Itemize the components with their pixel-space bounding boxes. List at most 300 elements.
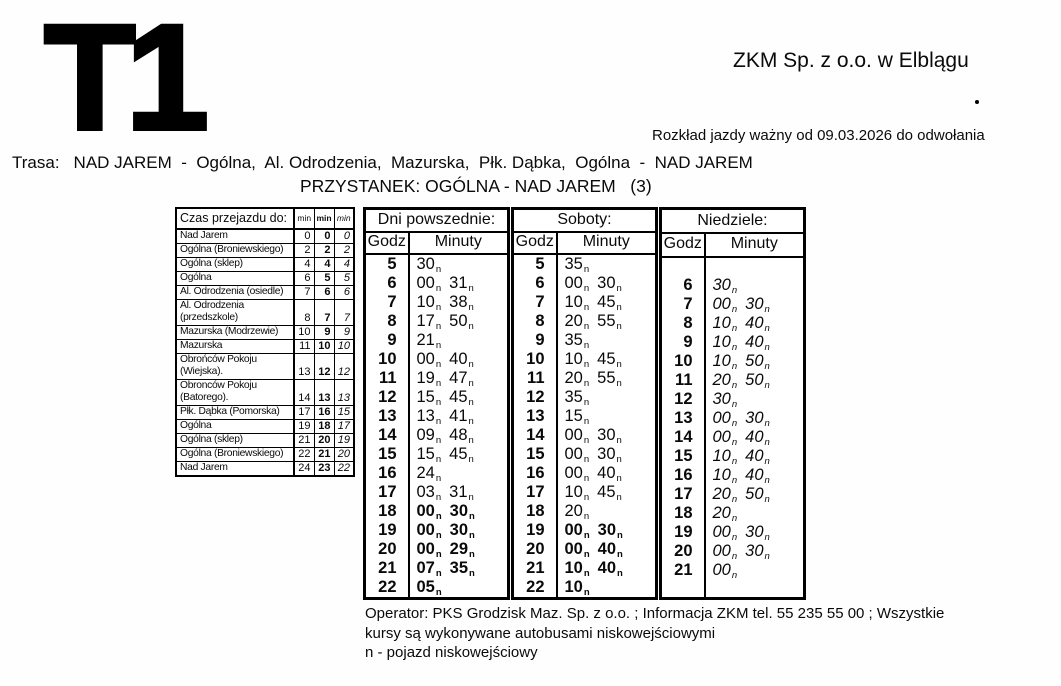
low-floor-marker: n xyxy=(468,283,474,293)
minute-value: 00n xyxy=(712,541,738,561)
departure-row xyxy=(661,523,805,542)
minute-value: 07n xyxy=(416,559,442,578)
departure-row xyxy=(513,407,657,426)
minutes-cell xyxy=(409,426,509,445)
low-floor-marker: n xyxy=(583,435,590,445)
low-floor-marker: n xyxy=(435,378,442,388)
departure-row xyxy=(365,293,509,312)
minute-value: 35n xyxy=(564,388,590,407)
timetable-panel xyxy=(659,207,806,600)
low-floor-marker: n xyxy=(435,321,442,331)
departure-row xyxy=(365,388,509,407)
minutes-cell xyxy=(409,483,509,502)
minutes-cell xyxy=(557,559,657,578)
stop-name-cell: Ogólna (Broniewskiego) xyxy=(176,243,294,257)
min-column-header: min xyxy=(294,208,314,229)
hour-cell: 9 xyxy=(365,331,409,350)
minute-value: 30n xyxy=(712,389,738,409)
minutes-cell xyxy=(409,369,509,388)
low-floor-marker: n xyxy=(731,379,738,390)
panel-title-row xyxy=(513,209,657,233)
departure-row xyxy=(513,274,657,293)
stop-name-line: PRZYSTANEK: OGÓLNA - NAD JAREM (3) xyxy=(300,176,652,196)
hour-cell: 20 xyxy=(661,542,705,561)
low-floor-marker: n xyxy=(616,359,622,369)
low-floor-marker: n xyxy=(469,568,475,578)
minute-value: 00n xyxy=(712,560,738,580)
low-floor-marker: n xyxy=(616,283,622,293)
departure-row xyxy=(513,445,657,464)
low-floor-marker: n xyxy=(583,511,590,521)
hour-cell: 18 xyxy=(513,502,557,521)
hour-cell: 17 xyxy=(661,485,705,504)
departure-row xyxy=(661,409,805,428)
minutes-cell xyxy=(409,331,509,350)
minutes-cell xyxy=(705,257,805,276)
travel-row xyxy=(176,419,354,433)
minute-value: 50n xyxy=(745,351,770,371)
departure-row xyxy=(661,276,805,295)
route-text: NAD JAREM - Ogólna, Al. Odrodzenia, Mazurska, Płk. Dąbka, Ogólna - NAD JAREM xyxy=(73,153,753,172)
departure-row xyxy=(513,521,657,540)
minute-value: 10n xyxy=(712,332,738,352)
route-label: Trasa: xyxy=(12,153,60,172)
departure-row xyxy=(661,333,805,352)
hour-cell: 10 xyxy=(365,350,409,369)
minutes-cell xyxy=(409,274,509,293)
travel-minutes-cell: 13 xyxy=(314,379,334,405)
low-floor-marker: n xyxy=(731,436,738,447)
departure-row xyxy=(365,407,509,426)
footer-notes xyxy=(365,604,1013,663)
travel-minutes-cell: 12 xyxy=(314,353,334,379)
minutes-cell xyxy=(409,388,509,407)
travel-row xyxy=(176,353,354,379)
minutes-cell xyxy=(409,521,509,540)
minutes-cell xyxy=(705,428,805,447)
minutes-cell xyxy=(409,464,509,483)
minutes-cell xyxy=(705,504,805,523)
travel-row xyxy=(176,257,354,271)
departure-row xyxy=(513,502,657,521)
hour-cell: 5 xyxy=(365,254,409,274)
low-floor-marker: n xyxy=(583,530,590,540)
travel-row xyxy=(176,447,354,461)
minutes-cell xyxy=(557,483,657,502)
minute-value: 00n xyxy=(416,274,442,293)
travel-row xyxy=(176,433,354,447)
minute-value: 00n xyxy=(564,274,590,293)
minutes-cell xyxy=(705,409,805,428)
minute-value: 50n xyxy=(449,312,474,331)
minute-value: 30n xyxy=(416,255,442,274)
low-floor-marker: n xyxy=(435,264,442,274)
minute-value: 10n xyxy=(712,465,738,485)
minute-value: 10n xyxy=(564,578,590,598)
travel-minutes-cell: 16 xyxy=(314,405,334,419)
minutes-cell xyxy=(705,561,805,580)
minute-value: 10n xyxy=(564,293,590,312)
minute-value: 50n xyxy=(745,370,770,390)
min-column-header: min xyxy=(314,208,334,229)
panel-column-header-row xyxy=(513,232,657,254)
minute-value: 45n xyxy=(449,388,474,407)
hour-cell: 16 xyxy=(661,466,705,485)
low-floor-marker: n xyxy=(435,340,442,350)
minute-value: 00n xyxy=(564,464,590,483)
low-floor-marker: n xyxy=(731,341,738,352)
hour-cell: 8 xyxy=(513,312,557,331)
stop-name-cell: Nad Jarem xyxy=(176,461,294,476)
hour-cell: 11 xyxy=(365,369,409,388)
hour-cell: 16 xyxy=(365,464,409,483)
minute-value: 29n xyxy=(449,540,475,559)
minute-value: 10n xyxy=(564,559,590,578)
minute-value: 31n xyxy=(449,483,474,502)
minutes-cell xyxy=(557,578,657,599)
travel-row xyxy=(176,405,354,419)
hour-cell: 15 xyxy=(513,445,557,464)
travel-minutes-cell: 2 xyxy=(294,243,314,257)
minute-value: 55n xyxy=(597,369,622,388)
low-floor-marker: n xyxy=(469,530,475,540)
travel-row xyxy=(176,299,354,325)
stop-name-cell: Ogólna (sklep) xyxy=(176,257,294,271)
travel-minutes-cell: 9 xyxy=(334,325,354,339)
stop-name-cell: Płk. Dąbka (Pomorska) xyxy=(176,405,294,419)
minute-value: 30n xyxy=(745,541,770,561)
minute-value: 40n xyxy=(745,427,770,447)
travel-minutes-cell: 12 xyxy=(334,353,354,379)
travel-row xyxy=(176,243,354,257)
minute-value: 20n xyxy=(712,503,738,523)
minute-value: 47n xyxy=(449,369,474,388)
minutes-cell xyxy=(557,502,657,521)
hour-cell: 16 xyxy=(513,464,557,483)
low-floor-marker: n xyxy=(468,397,474,407)
minute-value: 30n xyxy=(745,294,770,314)
stop-name-cell: Al. Odrodzenia (przedszkole) xyxy=(176,299,294,325)
hour-cell: 19 xyxy=(365,521,409,540)
stop-name-cell: Ogólna (Broniewskiego) xyxy=(176,447,294,461)
low-floor-marker: n xyxy=(583,359,590,369)
stop-name-cell: Ogólna xyxy=(176,419,294,433)
travel-row xyxy=(176,229,354,244)
low-floor-marker: n xyxy=(731,569,738,580)
minutes-cell xyxy=(557,369,657,388)
panel-column-header-row xyxy=(661,233,805,256)
low-floor-marker: n xyxy=(616,378,622,388)
low-floor-marker: n xyxy=(764,322,770,333)
minute-value: 55n xyxy=(597,312,622,331)
minute-value: 00n xyxy=(416,502,442,521)
minute-value: 19n xyxy=(416,369,442,388)
departure-row xyxy=(513,331,657,350)
minute-value: 00n xyxy=(564,445,590,464)
timetable-panel xyxy=(511,207,658,600)
minute-value: 30n xyxy=(597,445,622,464)
hour-cell: 15 xyxy=(365,445,409,464)
hour-cell: 22 xyxy=(513,578,557,599)
hour-cell: 6 xyxy=(661,276,705,295)
minute-value: 30n xyxy=(597,521,623,540)
low-floor-marker: n xyxy=(616,473,622,483)
departure-timetable xyxy=(363,207,806,600)
travel-minutes-cell: 0 xyxy=(334,229,354,244)
departure-row xyxy=(365,464,509,483)
minutes-cell xyxy=(705,390,805,409)
travel-minutes-cell: 15 xyxy=(334,405,354,419)
minute-value: 40n xyxy=(745,332,770,352)
minutes-cell xyxy=(409,407,509,426)
departure-row xyxy=(661,314,805,333)
travel-minutes-cell: 10 xyxy=(294,325,314,339)
hour-cell: 11 xyxy=(661,371,705,390)
minutes-cell xyxy=(557,254,657,274)
low-floor-marker: n xyxy=(583,264,590,274)
low-floor-marker: n xyxy=(616,321,622,331)
hour-cell: 9 xyxy=(513,331,557,350)
footnote-legend-line: n - pojazd niskowejściowy xyxy=(365,644,538,661)
minutes-cell xyxy=(557,312,657,331)
minutes-cell xyxy=(557,350,657,369)
travel-minutes-cell: 22 xyxy=(294,447,314,461)
minute-value: 03n xyxy=(416,483,442,502)
low-floor-marker: n xyxy=(435,283,442,293)
departure-row xyxy=(661,466,805,485)
low-floor-marker: n xyxy=(468,359,474,369)
departure-row xyxy=(661,295,805,314)
low-floor-marker: n xyxy=(731,531,738,542)
travel-minutes-cell: 7 xyxy=(314,299,334,325)
minute-value: 30n xyxy=(449,502,475,521)
travel-minutes-cell: 0 xyxy=(314,229,334,244)
departure-row xyxy=(365,350,509,369)
low-floor-info-line: kursy są wykonywane autobusami niskowejściowymi xyxy=(365,624,716,642)
low-floor-marker: n xyxy=(468,454,474,464)
low-floor-marker: n xyxy=(468,321,474,331)
minutes-cell xyxy=(705,352,805,371)
low-floor-marker: n xyxy=(583,302,590,312)
hour-cell: 9 xyxy=(661,333,705,352)
departure-row xyxy=(661,371,805,390)
low-floor-marker: n xyxy=(731,284,738,295)
low-floor-marker: n xyxy=(435,511,442,521)
departure-row xyxy=(513,540,657,559)
low-floor-marker: n xyxy=(617,549,623,559)
route-number: T1 xyxy=(44,0,200,161)
minutes-column-header: Minuty xyxy=(557,232,657,254)
departure-row xyxy=(661,542,805,561)
low-floor-marker: n xyxy=(435,454,442,464)
low-floor-marker: n xyxy=(731,474,738,485)
hour-cell: 22 xyxy=(365,578,409,599)
minutes-cell xyxy=(705,314,805,333)
minute-value: 15n xyxy=(416,388,442,407)
departure-row xyxy=(513,350,657,369)
low-floor-marker: n xyxy=(583,378,590,388)
minute-value: 00n xyxy=(712,408,738,428)
travel-minutes-cell: 23 xyxy=(314,461,334,476)
hour-cell: 17 xyxy=(365,483,409,502)
low-floor-marker: n xyxy=(435,302,442,312)
hour-cell: 15 xyxy=(661,447,705,466)
minutes-cell xyxy=(557,445,657,464)
travel-minutes-cell: 9 xyxy=(314,325,334,339)
low-floor-marker: n xyxy=(764,550,770,561)
low-floor-marker: n xyxy=(435,473,442,483)
minute-value: 35n xyxy=(564,331,590,350)
departure-row xyxy=(513,426,657,445)
travel-minutes-cell: 22 xyxy=(334,461,354,476)
hour-column-header: Godz xyxy=(513,232,557,254)
minutes-cell xyxy=(557,274,657,293)
low-floor-marker: n xyxy=(469,549,475,559)
low-floor-marker: n xyxy=(764,417,770,428)
panel-title: Niedziele: xyxy=(661,209,805,234)
hour-cell: 5 xyxy=(513,254,557,274)
hour-cell: 18 xyxy=(661,504,705,523)
operator-info-line: Operator: PKS Grodzisk Maz. Sp. z o.o. ; Informacja ZKM tel. 55 235 55 00 ; Wszystkie xyxy=(365,605,945,622)
minutes-cell xyxy=(705,466,805,485)
company-name: ZKM Sp. z o.o. w Elblągu xyxy=(733,49,969,72)
hour-column-header: Godz xyxy=(661,233,705,256)
low-floor-marker: n xyxy=(764,474,770,485)
minute-value: 00n xyxy=(564,426,590,445)
departure-row xyxy=(513,483,657,502)
travel-minutes-cell: 19 xyxy=(334,433,354,447)
stop-name-cell: Al. Odrodzenia (osiedle) xyxy=(176,285,294,299)
departure-row xyxy=(365,274,509,293)
low-floor-marker: n xyxy=(583,492,590,502)
minute-value: 21n xyxy=(416,331,442,350)
minute-value: 10n xyxy=(564,350,590,369)
hour-cell: 8 xyxy=(661,314,705,333)
travel-minutes-cell: 21 xyxy=(294,433,314,447)
hour-cell: 8 xyxy=(365,312,409,331)
minute-value: 30n xyxy=(745,408,770,428)
low-floor-marker: n xyxy=(468,416,474,426)
minute-value: 30n xyxy=(745,522,770,542)
minute-value: 40n xyxy=(597,540,623,559)
low-floor-marker: n xyxy=(731,303,738,314)
hour-cell: 20 xyxy=(365,540,409,559)
minute-value: 31n xyxy=(449,274,474,293)
minutes-cell xyxy=(557,293,657,312)
hour-cell: 10 xyxy=(513,350,557,369)
minute-value: 45n xyxy=(597,350,622,369)
minutes-cell xyxy=(557,331,657,350)
departure-row xyxy=(661,428,805,447)
hour-cell xyxy=(661,257,705,276)
minutes-cell xyxy=(705,295,805,314)
hour-cell xyxy=(661,580,705,599)
hour-cell: 6 xyxy=(513,274,557,293)
low-floor-marker: n xyxy=(731,455,738,466)
travel-minutes-cell: 20 xyxy=(314,433,334,447)
hour-cell: 13 xyxy=(513,407,557,426)
departure-row xyxy=(365,521,509,540)
low-floor-marker: n xyxy=(435,568,442,578)
stop-name-cell: Obrońców Pokoju (Wiejska). xyxy=(176,353,294,379)
minutes-cell xyxy=(409,293,509,312)
hour-cell: 6 xyxy=(365,274,409,293)
minute-value: 45n xyxy=(449,445,474,464)
departure-row xyxy=(513,559,657,578)
low-floor-marker: n xyxy=(583,549,590,559)
departure-row xyxy=(365,540,509,559)
travel-row xyxy=(176,339,354,353)
minutes-cell xyxy=(409,445,509,464)
departure-row xyxy=(661,580,805,599)
stop-name-cell: Obronców Pokoju (Batorego). xyxy=(176,379,294,405)
minute-value: 15n xyxy=(564,407,590,426)
hour-cell: 12 xyxy=(365,388,409,407)
minute-value: 00n xyxy=(416,540,442,559)
hour-cell: 17 xyxy=(513,483,557,502)
minutes-cell xyxy=(705,485,805,504)
minutes-cell xyxy=(409,578,509,599)
minute-value: 00n xyxy=(712,427,738,447)
hour-cell: 13 xyxy=(661,409,705,428)
stop-name-cell: Ogólna xyxy=(176,271,294,285)
minute-value: 09n xyxy=(416,426,442,445)
minutes-cell xyxy=(705,523,805,542)
travel-row xyxy=(176,285,354,299)
travel-minutes-cell: 13 xyxy=(334,379,354,405)
minute-value: 24n xyxy=(416,464,442,483)
low-floor-marker: n xyxy=(435,359,442,369)
travel-minutes-cell: 2 xyxy=(334,243,354,257)
minutes-cell xyxy=(557,521,657,540)
departure-row xyxy=(513,464,657,483)
travel-minutes-cell: 14 xyxy=(294,379,314,405)
travel-minutes-cell: 2 xyxy=(314,243,334,257)
departure-row xyxy=(365,578,509,599)
low-floor-marker: n xyxy=(435,549,442,559)
minute-value: 30n xyxy=(597,274,622,293)
minutes-cell xyxy=(705,542,805,561)
minute-value: 15n xyxy=(416,445,442,464)
departure-row xyxy=(661,561,805,580)
minutes-column-header: Minuty xyxy=(705,233,805,256)
departure-row xyxy=(513,369,657,388)
low-floor-marker: n xyxy=(616,302,622,312)
minutes-cell xyxy=(557,426,657,445)
minutes-cell xyxy=(705,580,805,599)
low-floor-marker: n xyxy=(583,340,590,350)
minutes-cell xyxy=(557,540,657,559)
travel-header-label: Czas przejazdu do: xyxy=(176,208,294,229)
low-floor-marker: n xyxy=(468,435,474,445)
hour-cell: 19 xyxy=(513,521,557,540)
departure-row xyxy=(365,502,509,521)
minute-value: 40n xyxy=(449,350,474,369)
minute-value: 17n xyxy=(416,312,442,331)
panel-title: Dni powszednie: xyxy=(365,209,509,233)
hour-cell: 21 xyxy=(513,559,557,578)
hour-column-header: Godz xyxy=(365,232,409,254)
travel-minutes-cell: 17 xyxy=(334,419,354,433)
hour-cell: 7 xyxy=(365,293,409,312)
travel-row xyxy=(176,325,354,339)
hour-cell: 14 xyxy=(661,428,705,447)
minute-value: 00n xyxy=(712,294,738,314)
travel-row xyxy=(176,271,354,285)
travel-minutes-cell: 10 xyxy=(334,339,354,353)
departure-row xyxy=(661,504,805,523)
departure-row xyxy=(365,254,509,274)
